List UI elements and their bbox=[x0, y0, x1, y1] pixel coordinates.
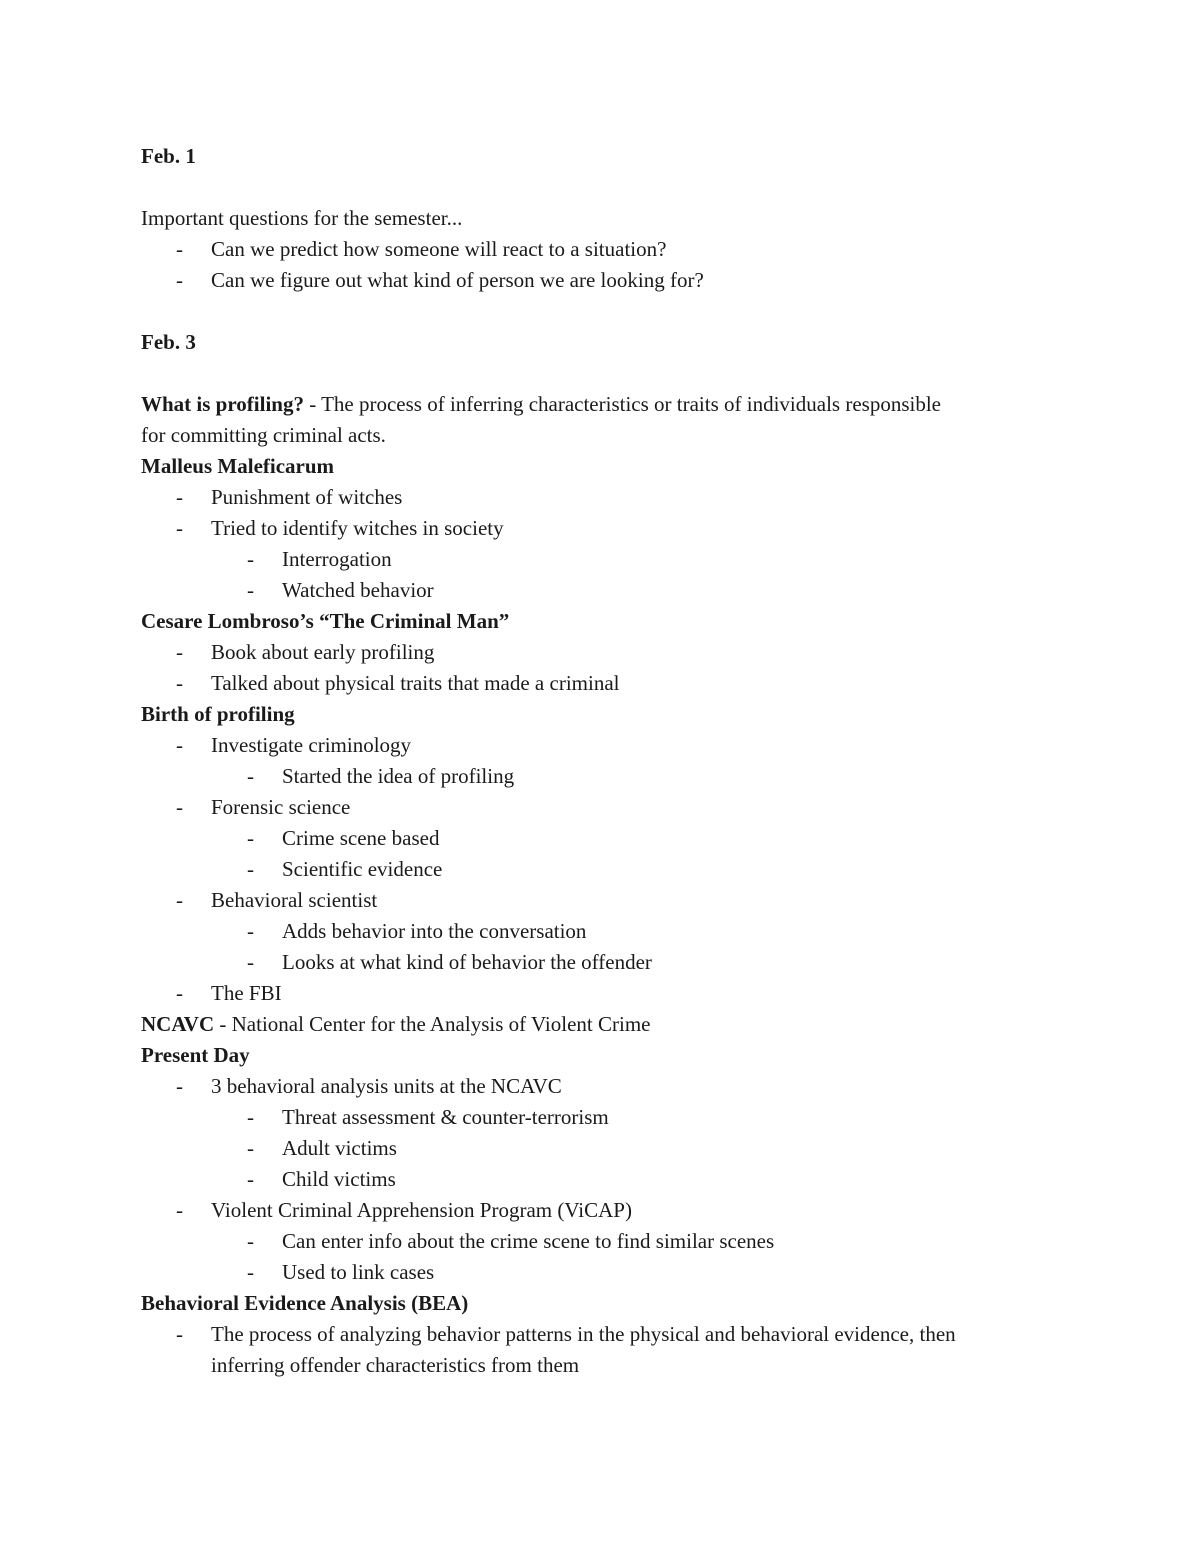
date-heading: Feb. 1 bbox=[141, 144, 196, 168]
list-item-continuation: inferring offender characteristics from them bbox=[211, 1353, 580, 1377]
list-item: - Can we predict how someone will react to a situation? bbox=[176, 237, 667, 261]
definition-paragraph: What is profiling? - The process of inferring characteristics or traits of individuals responsible bbox=[141, 392, 941, 416]
list-item: - Investigate criminology bbox=[176, 733, 412, 757]
list-item: - The process of analyzing behavior patterns in the physical and behavioral evidence, then bbox=[176, 1322, 956, 1346]
section-heading: Cesare Lombroso’s “The Criminal Man” bbox=[141, 609, 510, 633]
list-item: - Forensic science bbox=[176, 795, 351, 819]
date-heading: Feb. 3 bbox=[141, 330, 196, 354]
sub-list-item: - Adult victims bbox=[247, 1136, 397, 1160]
section-heading: Present Day bbox=[141, 1043, 250, 1067]
sub-list-item: - Crime scene based bbox=[247, 826, 440, 850]
sub-list-item: - Threat assessment & counter-terrorism bbox=[247, 1105, 609, 1129]
term: What is profiling? bbox=[141, 392, 304, 416]
section-heading: Malleus Maleficarum bbox=[141, 454, 335, 478]
sub-list-item: - Used to link cases bbox=[247, 1260, 435, 1284]
list-item: - 3 behavioral analysis units at the NCAVC bbox=[176, 1074, 562, 1098]
list-item: - Book about early profiling bbox=[176, 640, 435, 664]
sub-list-item: - Looks at what kind of behavior the offender bbox=[247, 950, 652, 974]
list-item: - Behavioral scientist bbox=[176, 888, 378, 912]
sub-list-item: - Adds behavior into the conversation bbox=[247, 919, 587, 943]
list-item: - Can we figure out what kind of person we are looking for? bbox=[176, 268, 704, 292]
list-item: - The FBI bbox=[176, 981, 282, 1005]
definition-paragraph: NCAVC - National Center for the Analysis of Violent Crime bbox=[141, 1012, 651, 1036]
sub-list-item: - Started the idea of profiling bbox=[247, 764, 515, 788]
list-item: - Talked about physical traits that made a criminal bbox=[176, 671, 620, 695]
section-heading: Birth of profiling bbox=[141, 702, 295, 726]
section-heading: Behavioral Evidence Analysis (BEA) bbox=[141, 1291, 469, 1315]
term: NCAVC bbox=[141, 1012, 215, 1036]
sub-list-item: - Scientific evidence bbox=[247, 857, 443, 881]
intro-text: Important questions for the semester... bbox=[141, 206, 463, 230]
sub-list-item: - Child victims bbox=[247, 1167, 396, 1191]
list-item: - Violent Criminal Apprehension Program (ViCAP) bbox=[176, 1198, 632, 1222]
list-item: - Punishment of witches bbox=[176, 485, 403, 509]
definition-continuation: for committing criminal acts. bbox=[141, 423, 386, 447]
sub-list-item: - Watched behavior bbox=[247, 578, 434, 602]
sub-list-item: - Can enter info about the crime scene to find similar scenes bbox=[247, 1229, 775, 1253]
sub-list-item: - Interrogation bbox=[247, 547, 392, 571]
list-item: - Tried to identify witches in society bbox=[176, 516, 504, 540]
